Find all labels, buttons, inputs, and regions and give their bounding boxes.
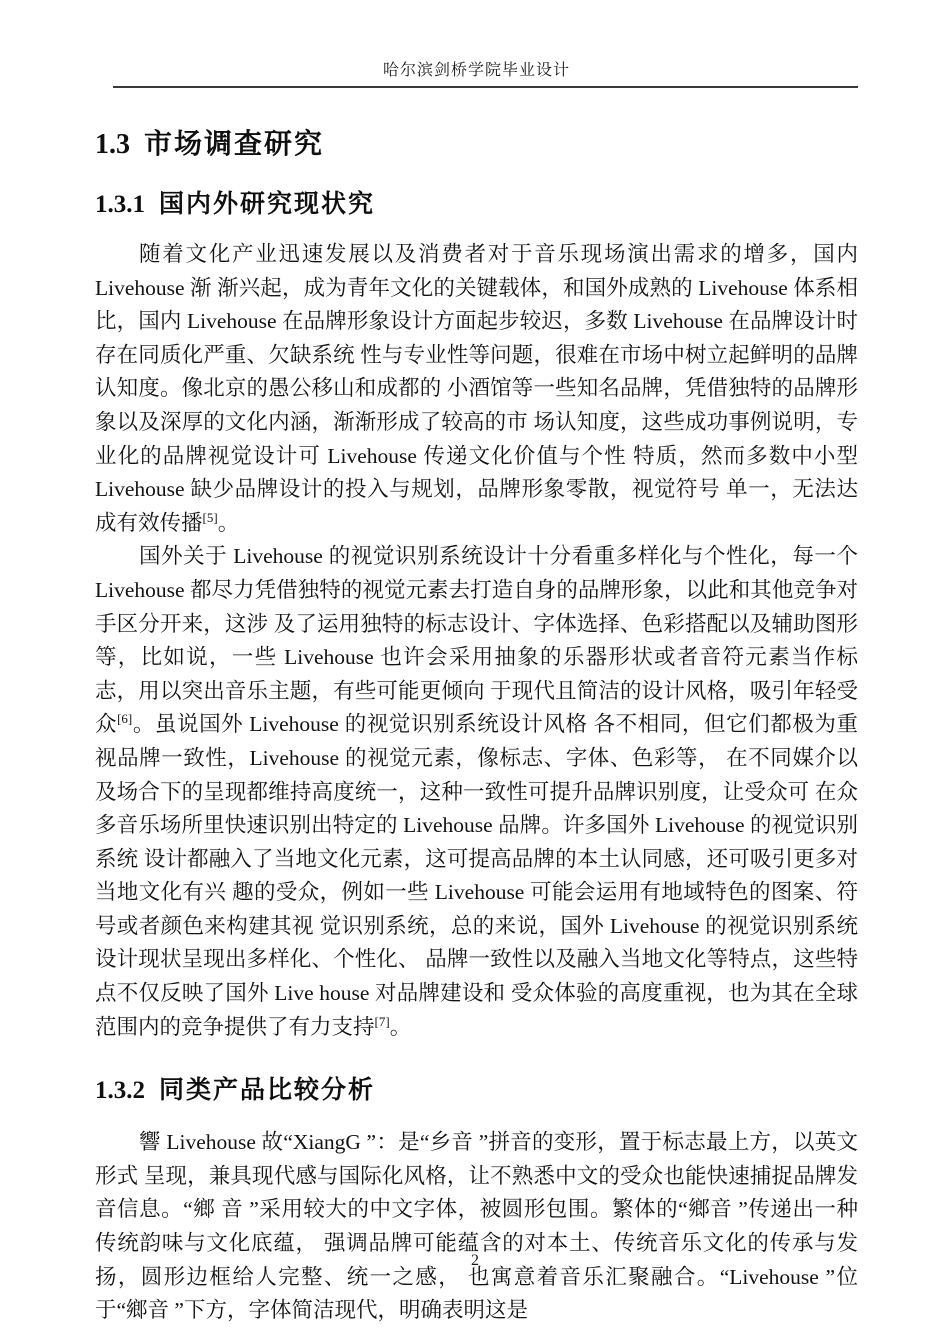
paragraph-text: 。虽说国外 Livehouse 的视觉识别系统设计风格 各不相同，但它们都极为重视品牌一致性，Livehouse 的视觉元素，像标志、字体、色彩等， 在不同媒介以及场合下的呈现都维持高度统一，这种一致性可提升品牌识别度，让受众可 在众多音乐场所里快速识别出特定的 Livehouse 品牌。许多国外 Livehouse 的视觉识别系统 设计都融入了当地文化元素，这可提高品牌的本土认同感，还可吸引更多对当地文化有兴 趣的受众，例如一些 Livehouse 可能会运用有地域特色的图案、符号或者颜色来构建其视 觉识别系统，总的来说，国外 Livehouse 的视觉识别系统设计现状呈现出多样化、个性化、 品牌一致性以及融入当地文化等特点，这些特点不仅反映了国外 Live house 对品牌建设和 受众体验的高度重视，也为其在全球范围内的竞争提供了有力支持 bbox=[95, 712, 858, 1039]
subsection-number: 1.3.2 bbox=[95, 1077, 145, 1105]
subsection-heading-1-3-2 bbox=[95, 1070, 858, 1106]
page-header bbox=[95, 0, 858, 88]
citation-ref-5: [5] bbox=[202, 509, 218, 525]
running-head: 哈尔滨剑桥学院毕业设计 bbox=[382, 62, 570, 79]
page-number: 2 bbox=[471, 1252, 479, 1269]
subsection-heading-1-3-1 bbox=[95, 184, 858, 220]
paragraph-text: 随着文化产业迅速发展以及消费者对于音乐现场演出需求的增多，国内 Livehouse 渐 渐兴起，成为青年文化的关键载体，和国外成熟的 Livehouse 体系相比，国内 Livehouse 在品牌形象设计方面起步较迟，多数 Livehouse 在品牌设计时存在同质化严重、欠缺系统 性与专业性等问题，很难在市场中树立起鲜明的品牌认知度。像北京的愚公移山和成都的 小酒馆等一些知名品牌，凭借独特的品牌形象以及深厚的文化内涵，渐渐形成了较高的市 场认知度，这些成功事例说明，专业化的品牌视觉设计可 Livehouse 传递文化价值与个性 特质，然而多数中小型 Livehouse 缺少品牌设计的投入与规划，品牌形象零散，视觉符号 单一，无法达成有效传播 bbox=[95, 242, 858, 535]
paragraph-text: 。 bbox=[217, 510, 240, 535]
page-footer bbox=[0, 1252, 950, 1270]
citation-ref-7: [7] bbox=[374, 1013, 390, 1029]
paragraph-domestic-status bbox=[95, 238, 858, 540]
paragraph-product-comparison bbox=[95, 1126, 858, 1328]
citation-ref-6: [6] bbox=[117, 711, 133, 727]
paragraph-foreign-status bbox=[95, 540, 858, 1044]
header-divider bbox=[113, 86, 858, 88]
section-title: 市场调查研究 bbox=[144, 128, 325, 159]
subsection-title: 同类产品比较分析 bbox=[159, 1076, 376, 1105]
section-number: 1.3 bbox=[95, 129, 130, 160]
section-heading-1-3 bbox=[95, 122, 858, 162]
subsection-title: 国内外研究现状究 bbox=[159, 190, 376, 218]
paragraph-text: 響 Livehouse 故“XiangG ”：是“乡音 ”拼音的变形，置于标志最上方，以英文形式 呈现，兼具现代感与国际化风格，让不熟悉中文的受众也能快速捕捉品牌发音信息。“鄉 音 ”采用较大的中文字体，被圆形包围。繁体的“鄉音 ”传递出一种传统韵味与文化底蕴， 强调品牌可能蕴含的对本土、传统音乐文化的传承与发扬，圆形边框给人完整、统一之感， 也寓意着音乐汇聚融合。“Livehouse ”位于“鄉音 ”下方，字体简洁现代，明确表明这是 bbox=[95, 1130, 858, 1323]
paragraph-text: 国外关于 Livehouse 的视觉识别系统设计十分看重多样化与个性化，每一个 Livehouse 都尽力凭借独特的视觉元素去打造自身的品牌形象，以此和其他竞争对手区分开来，这涉 及了运用独特的标志设计、字体选择、色彩搭配以及辅助图形等，比如说，一些 Livehouse 也许会采用抽象的乐器形状或者音符元素当作标志，用以突出音乐主题，有些可能更倾向 于现代且简洁的设计风格，吸引年轻受众 bbox=[95, 544, 858, 737]
subsection-number: 1.3.1 bbox=[95, 191, 145, 218]
paragraph-text: 。 bbox=[389, 1014, 412, 1039]
